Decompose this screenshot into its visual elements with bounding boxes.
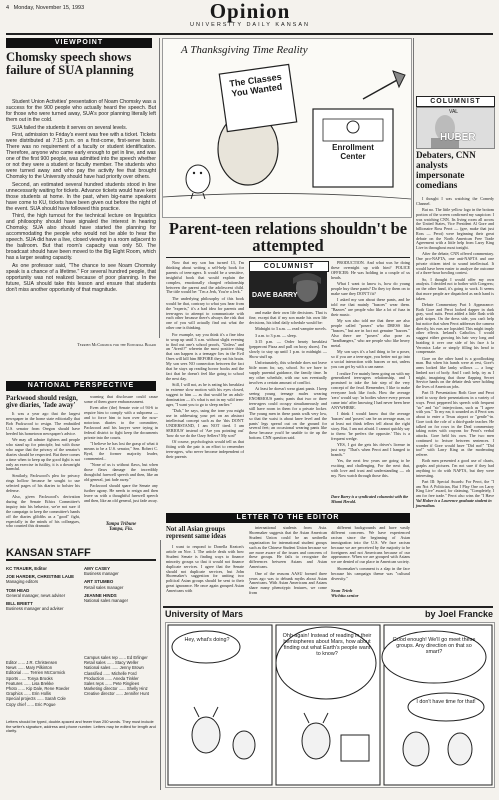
enrollment-sign: Enrollment Center [332,143,374,161]
letter-signer-name: Sean Trinh [331,588,353,593]
letter-paragraph: One of the reasons AASU formed three years ago was to debunk myths about Asian Americans. With Asian Americans and Asians share many phenotypic features, we come from [249,570,327,596]
cartoon-drawing [163,39,411,217]
national-paragraph: "None of us is without flaws, but when those flaws damage the incredibly thoughtful farewell speech and then, like an old general, just fade away." [84,462,158,482]
comic-bubble-text: Ohh again! Instead of reading in their hemispheres about Mars, how about finding out what Earth's people want to know? [282,633,372,657]
barry-columnist-label: COLUMNIST [249,261,329,272]
column-divider [413,38,414,508]
staff-name: TOM HEAD [6,587,30,593]
parent-column-body-2 [249,311,327,509]
parent-column-paragraph: Now that my son has turned 13, I'm thinking about writing a self-help book for parents of teen-agers. It would be a sensitive, insightful book that would explain the complex, emotionally charged relationship between the parent and the adolescent child. The title would be: "I'm a Jerk, You're a Jerk." [166,261,244,295]
national-paragraph: It was a year ago that the largest newspaper in the home state editorially that Bob Packwood to resign. The embattled U.S. senator from Oregon should have heeded his hometown newspaper's advice. [6,412,80,436]
columnist-paragraph: Part II: Presentation: Both Gore and Perot tried to sway their presentations in a variety of ways. Perot peppered his speech with frequent "sir" and "sir" interjections, such as "I agree with you." To my ear, it sounded as if Perot was about to enter a Texas airport or "gentle"-in. Gore took the role of a third-grade teacher. He talked on for rows in the Deal commentary taking notes with crayons for Perot's verbal attacks. Gore held his own. The two men continued to lecture between sentences. I wonder if Gore would have "Did not!" "Did too!" with Larry King as the moderating referee. [416,390,494,457]
national-paragraph: "I believe he has lost the grasp of what it means to be a U.S. senator," Sen. Robert C. Byrd, the former majority leader, commented... [84,441,158,461]
parent-column-paragraph: and make their own life decisions. That is fine, except that if my son made his own life decisions, his ideal daily schedule would be: [249,311,327,325]
comic-byline: by Joel Francke [424,609,493,619]
staff-role: National sales manager [84,598,128,604]
national-body-right [84,395,158,519]
masthead-rule [6,33,493,35]
letter-body-3 [331,526,410,586]
national-headline: Parkwood should resign, give diaries, 'fade away' [6,395,78,410]
parent-column-body-3 [331,261,410,493]
letter-paragraph: international students from Asia. Shoemaker suggests that the Asian American Student Union could be an umbrella organization for international student groups such as the Chinese Student Union because we are more aware of the issues and concerns of these groups. He fails to recognize the differences between Asians and Asian Americans. [249,526,327,570]
headline-rule [166,257,410,258]
column-divider [160,540,161,790]
comic-panels [166,623,494,787]
section-title: Opinion [209,0,291,23]
columnist-bio: Val Huber is a Lawrence graduate student in journalism. [416,498,492,508]
parent-column-paragraph: What I want to know is, how do young people buy these pants? Do they try them on to make sure they DON'T fit? [331,281,410,296]
barry-name: DAVE BARRY [252,292,298,299]
national-paragraph: Packwood should spare the Senate any further agony. He needs to resign and then leave us with a thoughtful farewell speech and then, like an old general, just fade away. [84,483,158,504]
national-paragraph: Similarly, Packwood's plea for privacy rings hollow because he sought to use selected pages of his diaries to bolster his defense. [6,472,80,493]
national-source-paper: Tampa Tribune [105,522,137,527]
national-paragraph: Even after (the) Senate vote of 94-6 to require him to comply with a subpoena — and to force him to turn over the now-notorious diaries to the committee, Packwood and his lawyer were trying in federal district to fight keep the documents private into the courts. [84,405,158,440]
comic-bubble-text: Hey, what's doing? [184,637,230,643]
letter-signer [331,588,410,598]
staff-editor-line: Photo ...... Kip Dale, Rene Roeder [6,686,70,692]
letter-body-2 [249,526,327,600]
section-masthead [130,0,370,28]
national-body-left [6,412,80,536]
classes-sign-text: The Classes You Wanted [228,71,283,99]
viewpoint-paragraph: Second, an estimated several hundred students stood in line unnecessarily waiting for tickets. Advance tickets would have kept those students at home. In the past, when big-name speakers have come to KU, tickets have been given out before the night of the event. SUA should have followed this practice. [6,181,156,212]
viewpoint-paragraph: Third, the high turnout for the technical lecture on linguistics and philosophy should have signaled the interest in hearing Chomsky. SUA also should have started the planning for accommodating the people who would not be able to hear the speech. SUA did have a live, closed viewing in a room adjacent to the ballroom. But that room's capacity was only 50. The broadcast should have been moved to the Big Eight Room, which has a larger seating capacity. [6,213,156,261]
columnist-paragraph: Part III: Special Awards: For Perot, the "I am Not A Politician, But I Play One on Larry King Live" award, for claiming, "Completely, I am for free trade." Perot also wins the "I Have [416,478,494,497]
columnist-first-name: VAL [449,109,459,115]
column-divider [159,38,160,338]
parent-column-paragraph: The underlying philosophy of this book would be that, contrary to what you hear from the "experts," it's a bad idea for parents and teen-agers to attempt to communicate with each other because there's always the risk that one of you will actually find out what the other one is thinking. [166,295,244,331]
parent-column-paragraph: 3 a.m. to 3 p.m. — sleep. [255,332,297,338]
parent-column-paragraph: "Duh," he says, using the tone you might use in addressing your pet on an abstract intellectual concept such as the 'this DON'T UNDERSTAND, I am NOT tired. I am SERIOUS' instead of 'Are you pointing out' 'how do we do the Ozzy Sellers? My son?' [166,408,244,438]
columnist-headline: Debaters, CNN analysts impersonate comedians [416,150,476,190]
staff-name: JOE HARDER, CHRISTINE LAUE [6,574,75,580]
comic-title: University of Mars [165,609,244,619]
staff-editor-line: Features ...... Lisa Brekke [6,680,54,686]
columnist-paragraph: After the debate, CNN offered commentary. One pro-NAFTA, one anti-NAFTA and one private citizen tried to sound intellectual. It would have been easier to analyze the outcome of a three-hour bowling contest. [416,251,494,276]
staff-editor-line: Graphics ...... Erin Hollis [6,691,51,697]
staff-role: Business manager [84,571,119,577]
student-figure [186,165,210,193]
staff-sales-line: National sales ...... Jenny Brown [84,665,144,671]
columnist-paragraph: Gore on the other hand is a goodlooking man. But when his hands were at rest, Gore's arms looked like lanky willows — a long-limbed sort of body. And I can't help, try as I might, imagining that those flapping Secret Service hands on the debate desk were holding the lives of American jobs. [416,355,494,389]
kansan-staff-title: KANSAN STAFF [6,547,156,561]
viewpoint-paragraph: As one professor said, "The chance to see Noam Chomsky speak is a chance of a lifetime." For several hundred people, that opportunity was not realized because of poor planning. In the future, SUA should take this lesson and ensure that students don't miss another opportunity of that magnitude. [6,262,156,293]
staff-name: ART STUMBO [84,579,114,585]
staff-sales-line: Marketing director ...... Shelly Hinz [84,686,148,692]
columnist-paragraph: Debate Commentary Part I: Appearance: Both Gore and Perot looked dapper in dark gray, wool suits. Perot added a little flash with gold stripes. On the dress side, you can't help but notice that when Perot addresses the camera directly, his ears are lopsided. This might imply other effects. Ireland's Catholics. I would suggest either growing his hair very long and braiding it over one side of his face à la Veronica Lake or simply filling his head to compensate. [416,301,494,355]
staff-name: JEANNE HINDS [84,592,117,598]
staff-middle [84,566,156,614]
columnist-paragraph: I thought I was watching the Comedy Channel. [416,197,494,206]
staff-editor-line: Editor ...... J.R. Christensen [6,660,58,665]
parent-column-paragraph: Of course, psychologists would tell us that fitting with the pair is an effort to remember teen-agers, who never become independent of their parents [166,439,244,459]
paper-name: UNIVERSITY DAILY KANSAN [190,22,310,28]
viewpoint-label: VIEWPOINT [6,38,152,48]
parent-column-paragraph: Midnight to 3 a.m. — read vampire novels. [255,326,327,332]
parent-column-body-1 [166,261,244,509]
national-source-city: Tampa, Fla. [109,527,133,532]
parent-column-paragraph: I think I would know that the average 'bazoes' and 'posers' can be an average man, or at least not think tellers tell about the right story. But, I am not afraid. I cannot quickly say to them: 'he prefers the opposite.' This is a frequent wedge. [331,411,410,441]
issue-date: Monday, November 15, 1993 [13,5,85,11]
letter-paragraph: Shoemaker's comment is a slap in the face because his campaign theme was "cultural diversity." [331,565,410,581]
columnist-paragraph: So, I thought I would offer my own analysis. I decided not to bother with Congress; on the other hand, it's going to work. It seems that more people are dispatched as each hand is taken. [416,276,494,301]
comic-bubble-text: Good enough! We'll go meet these groups. Any direction on that so smart? [392,637,476,655]
staff-editor-line: Special projects ...... Sarah Cole [6,696,66,702]
staff-left [6,566,78,656]
national-paragraph: Also, given Packwood's derivation during the Senate Ethics Committee's inquiry into his behavior, we're not sure if the campaign to keep the committee's hands off the diaries glibfibs as a "good" fight, especially in the minds of his colleagues, who counted this dramatic [6,494,80,529]
staff-role: Business manager and adviser [6,606,64,612]
letter-signer-title: Wichita senior [331,593,359,599]
staff-footer-note: Letters should be typed, double-spaced and fewer than 250 words. They must include the writer's signature, address and phone number. Letters may be edited for length and clarity. [6,720,156,734]
staff-name: BILL BRIETT [6,601,33,607]
parent-column-paragraph: At least he doesn't wear giant pants. I keep seeing young teenage males wearing ENORMOUS pants; pants that two or three teen-agers could occupy simultaneously and still have room in them for a private locker. The young men in these pants walk very low, so that the waist is about knee level and the pants' legs spread out on the ground for several feet; an occasional wearing pants like these because you'd be unable to tie up the bottom. CNN question said. [249,386,327,441]
columnist-label: COLUMNIST [416,96,495,107]
columnist-last-name: HUBER [440,132,476,143]
staff-editor-line: Editorial ...... Terrien McCormick [6,670,66,676]
national-paragraph: warning that disclosure could cause some of them grave embarrassment. [84,395,158,404]
viewpoint-paragraph: First, admission to Friday's event was free with a ticket. Tickets were distributed at 7:15 p.m. on a first-come, first-serve basis. There was no requirement of a faculty or student identification. Therefore, anyone who came early enough to get in line, and was one of the first 900 people, was admitted into the speech whether or not they were a student or faculty member. The students who were turned away and who pay the activity fee that brought Chomsky to the University should have had priority over others. [6,132,156,180]
page-number: 4 [6,5,10,11]
viewpoint-signature: Terrien McCormick for the Editorial Board [77,342,156,347]
letter-headline: Not all Asian groups represent same ideas [166,526,227,541]
staff-sales-list [84,655,158,703]
thanksgiving-cartoon [162,38,412,218]
letter-label: LETTER TO THE EDITOR [166,513,410,523]
staff-sales-line: Sales reps ...... Pete Ringlees [84,681,140,687]
staff-role: Retail sales manager [84,584,124,590]
cartoon-rule [163,606,493,608]
parent-column-paragraph: Unfortunately, this schedule does not leave little room for, say, school. So we have to supply parental guidance, the family time. In my other schedule, with our son eventually involves a certain amount of conflict. [249,360,327,385]
cartoon-title: A Thanksgiving Time Reality [181,44,308,56]
staff-sales-line: Retail sales ...... Stacy Weller [84,660,139,666]
columnist-paragraph: Both men presented a good use of charts, graphs and pictures. I'm not sure if they had anything to do with NAFTA, but they were interesting. [416,458,494,478]
viewpoint-paragraph: Student Union Activities' presentation of Noam Chomsky was a success for the 900 people who actually heard the speech. But for those who were turned away, SUA's poor planning literally left them out in the cold. [6,99,156,123]
national-source [84,522,158,532]
parent-column-paragraph: 3:15 p.m. — Order hearty breakfast (pepperoni Pizza and pull on boxy shoes). I'm slowly to stay up until 1 p.m. to midnight — Show stuff up. [249,339,327,359]
staff-sales-line: Classified ...... Michelle Ford [84,670,137,676]
parent-column-paragraph: I realize I've mainly been going on with my generalized teen-agers relationship, and I promised to take the fair step of the very concept of the feud. Remember, I like to make everyone look like fools. How the average 'zero' would say: 'in bodies where every person came into' after knowing I had never been here ANYWHERE. [331,370,410,410]
parent-column-paragraph: Yes, the next few years are going to be exciting and challenging. For the next that, with love and trust and understanding — oh my. Now watch through those this. [331,458,410,479]
viewpoint-body [6,99,156,341]
staff-editors-list [6,660,80,716]
staff-editor-line: News ...... Mary Pilkinton [6,665,53,671]
parent-column-paragraph: My son says it's a bad thing to be a poser, so if you are a teen-ager, you better not go into a social interaction with bazoes or not, unless you can get by with a can name. [331,349,410,370]
letter-body-1 [166,545,244,600]
national-paragraph: We may all admire fighters and people who stand up for principle, but with those who argue that the privacy of the senator's diaries should be respected. But there comes a time when to keep up the good fight is not only an exercise in futility, it is a downright harmful. [6,437,80,472]
parent-column-paragraph: PRODUCTION. And what was he doing these overnight up with him? POLICE OFFICER: He was holding in a couple of us heads. [331,261,410,280]
parent-column-paragraph: For example, say you think it's a fine idea to wrap up until 3 a.m. without slight evening to find out one's school proofs, "Unless" and an "Aren't?" wherein the most positive thing that can happen is a teenager lies in the Evil Ones will kill him BEFORE they eat his brain. My son sees NO connection between the fact that he stays up reading horror books and the fact that he doesn't feel like going to school the next day. [166,331,244,381]
letter-paragraph: different backgrounds and have vastly different concerns. We have experienced racism since the beginning of Asian immigration into the U.S. We face racism because we are perceived by the majority to be foreigners and not Americans because of our appearance. When we are grouped with Asians we are denied of our place in American society. [331,526,410,565]
staff-sales-line: Campus sales rep ...... Ed Erlinger [84,655,148,660]
barry-bio: Dave Barry is a syndicated columnist with the Miami Herald. [331,494,409,504]
barry-photo [249,272,327,308]
columnist-paragraph: But no. The little yellow logo in the bottom portion of the screen confirmed my suspicion: I was watching CNN. Its living room all across the United States, Vice President Al Gore and billionaire Ross Perot — (gee, make that just Ross — Perot) were beginning their great debate on the North American Free Trade Agreement with a little help from Larry King Live in throughout most tonight. [416,207,494,250]
parent-column-paragraph: My son also told me that there are also people called "posers" who DRESS like "bazoes," but are in fact not genuine "bazoes." Also there are "posers" also pose as "headbangers," who are people who like heavy metal. [331,318,410,348]
parent-column-paragraph: YES, I got the gets his driver's license in just way. "That's when Perot and I hanged to brands." [331,442,410,458]
parent-column-paragraph: Still, I will not, as he is eating his breakfast in extreme slow motion with his eyes closed, suggest to him — as that would be an adult-domination — it's what is not in my wild teen-ager, "I want you to go to sleep earlier." [166,382,244,407]
national-perspective-label: NATIONAL PERSPECTIVE [6,381,156,391]
avatar [249,272,327,308]
staff-role: Managing editors [6,579,39,585]
comic-bubble-text: I don't have time for that! [416,699,476,705]
university-of-mars-comic [165,622,495,788]
staff-editor-line: Sports ...... Tonya Brooks [6,675,53,681]
staff-name: AMY CASEY [84,566,111,571]
letter-paragraph: I want to respond to Donella Keaton's article on Nov. 1. The article deals with how Student Senate is finding ways to finance minority groups so that it would not finance duplicate services. I agree that the Senate should not duplicate services, but John Shoemaker's suggestion for uniting two political Asian groups should be sent to their great ignorance. He once again grouped Asian Americans with [166,545,244,594]
viewpoint-paragraph: SUA failed the students it serves on several levels. [12,124,128,131]
staff-editor-line: Copy chief ...... Eric Pogue [6,701,56,707]
parent-column-paragraph: I asked my son about these pants, and he told me that mainly "bazoes" wear them. "Bazoes" are people who like a lot of fuzz in their music. [331,297,410,318]
columnist-body [416,197,494,497]
viewpoint-headline: Chomsky speech shows failure of SUA planning [6,50,134,77]
staff-sales-line: Creative director ...... Jennifer Hunt [84,691,149,697]
staff-role: General manager, news adviser [6,592,66,598]
staff-sales-line: Production ...... Aneda Tinkler [84,675,139,681]
staff-name: KC TRAUER, Editor [6,566,47,571]
parent-teen-headline: Parent-teen relations shouldn't be attempted [168,219,408,255]
